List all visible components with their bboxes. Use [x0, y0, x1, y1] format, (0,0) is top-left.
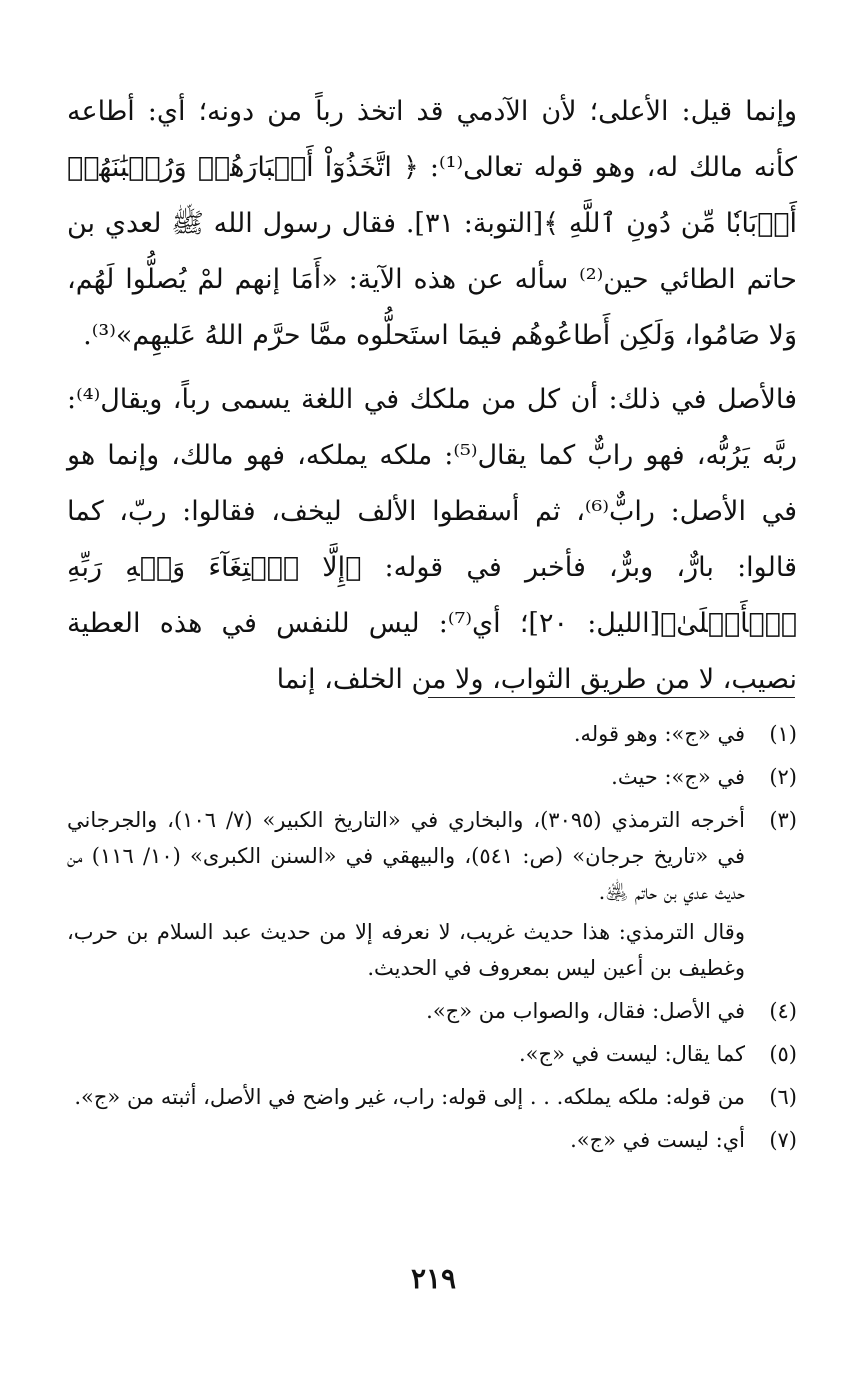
footnote-number: (٤) — [769, 999, 797, 1023]
footnote-number: (٧) — [769, 1128, 797, 1152]
footnote-text-block — [67, 802, 745, 986]
footnote-text-continued: وقال الترمذي: هذا حديث غريب، لا نعرفه إلا من حديث عبد السلام بن حرب، وغطيف بن أعين ليس بمعروف في الحديث. — [67, 920, 745, 980]
footnote-item — [67, 1079, 797, 1115]
footnote-text: كما يقال: ليست في «ج». — [519, 1042, 745, 1066]
footnote-text: في الأصل: فقال، والصواب من «ج». — [426, 999, 745, 1023]
footnote-number: (١) — [769, 722, 797, 746]
footnote-text: من قوله: ملكه يملكه. . . إلى قوله: راب، غير واضح في الأصل، أثبته من «ج». — [74, 1085, 745, 1109]
footnote-number: (٥) — [769, 1042, 797, 1066]
footnote-text: أخرجه الترمذي (٣٠٩٥)، والبخاري في «التاريخ الكبير» (٧/ ١٠٦)، والجرجاني في «تاريخ جرجان» (ص: ٥٤١)، والبيهقي في «السنن الكبرى» (١٠/ ١١٦) من حديث عدي بن حاتم ﵁. — [67, 808, 746, 904]
footnote-item — [67, 716, 797, 752]
footnote-number: (٢) — [769, 765, 797, 789]
main-text — [67, 84, 797, 708]
footnote-number: (٣) — [769, 808, 797, 832]
footnote-divider — [428, 697, 795, 698]
footnote-item — [67, 993, 797, 1029]
footnote-text: في «ج»: حيث. — [611, 765, 745, 789]
body-paragraph: فالأصل في ذلك: أن كل من ملكك في اللغة يسمى رباً، ويقال⁽⁴⁾: ربَّه يَرُبُّه، فهو رابٌّ كما يقال⁽⁵⁾: ملكه يملكه، فهو مالك، وإنما هو في الأصل: رابٌّ⁽⁶⁾، ثم أسقطوا الألف ليخف، فقالوا: ربّ، كما قالوا: بارٌّ، وبرٌّ، فأخبر في قوله: ﴿إِلَّا ٱبۡتِغَآءَ وَجۡهِ رَبِّهِ ٱلۡأَعۡلَىٰ﴾[الليل: ٢٠]؛ أي⁽⁷⁾: ليس للنفس في هذه العطية نصيب، لا من طريق الثواب، ولا من الخلف، إنما — [67, 384, 798, 695]
footnote-item — [67, 759, 797, 795]
footnote-item — [67, 1036, 797, 1072]
page-number: ٢١٩ — [410, 1262, 457, 1295]
footnote-item — [67, 802, 797, 986]
footnote-item — [67, 1122, 797, 1158]
footnote-text: في «ج»: وهو قوله. — [573, 722, 745, 746]
footnotes — [67, 716, 797, 1165]
footnote-number: (٦) — [769, 1085, 797, 1109]
body-paragraph: وإنما قيل: الأعلى؛ لأن الآدمي قد اتخذ رباً من دونه؛ أي: أطاعه كأنه مالك له، وهو قوله تعالى⁽¹⁾: ﴿ اتَّخَذُوٓاْ أَحۡبَارَهُمۡ وَرُهۡبَٰنَهُمۡ أَرۡبَابٗا مِّن دُونِ ٱللَّهِ ﴾[التوبة: ٣١]. فقال رسول الله ﷺ لعدي بن حاتم الطائي حين⁽²⁾ سأله عن هذه الآية: «أَمَا إنهم لمْ يُصلُّوا لَهُم، وَلا صَامُوا، وَلَكِن أَطاعُوهُم فيمَا استَحلُّوه ممَّا حرَّم اللهُ عَليهِم»⁽³⁾. — [67, 96, 797, 351]
footnote-text: أي: ليست في «ج». — [570, 1128, 745, 1152]
